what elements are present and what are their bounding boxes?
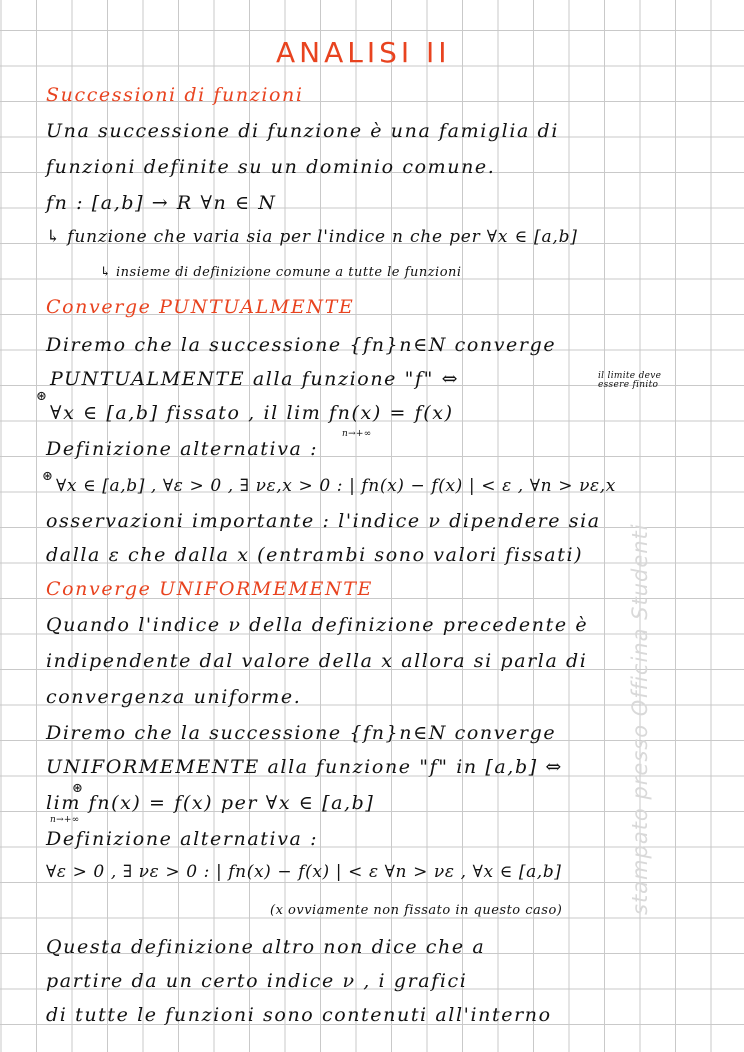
- text-line: funzioni definite su un dominio comune.: [46, 156, 496, 178]
- text-line: partire da un certo indice ν , i grafici: [46, 970, 468, 992]
- formula-line: lim fn(x) = f(x) per ∀x ∈ [a,b]: [46, 792, 375, 814]
- formula-line: ∀ε > 0 , ∃ νε > 0 : | fn(x) − f(x) | < ε ∀n > νε , ∀x ∈ [a,b]: [46, 862, 562, 882]
- text-line: dalla ε che dalla x (entrambi sono valori fissati): [46, 544, 584, 566]
- text-line: Una successione di funzione è una famiglia di: [46, 120, 559, 142]
- text-line: di tutte le funzioni sono contenuti all'interno: [46, 1004, 552, 1026]
- text-line: Diremo che la successione {fn}n∈N converge: [46, 722, 557, 744]
- formula-line: fn : [a,b] → R ∀n ∈ N: [46, 192, 277, 214]
- text-line: convergenza uniforme.: [46, 686, 302, 708]
- text-line: Quando l'indice ν della definizione precedente è: [46, 614, 589, 636]
- text-line: (x ovviamente non fissato in questo caso): [270, 903, 563, 918]
- text-line: Diremo che la successione {fn}n∈N converge: [46, 334, 557, 356]
- limit-subscript: n→+∞: [342, 429, 372, 439]
- page-title: ANALISI II: [276, 36, 451, 69]
- text-line: UNIFORMEMENTE alla funzione "f" in [a,b] ⇔: [46, 756, 563, 778]
- text-line: ↳ funzione che varia sia per l'indice n che per ∀x ∈ [a,b]: [46, 227, 578, 247]
- side-note: il limite deve essere finito: [598, 371, 662, 391]
- text-line: ↳ insieme di definizione comune a tutte le funzioni: [100, 265, 462, 280]
- section-heading: Converge UNIFORMEMENTE: [46, 578, 373, 600]
- marker-glyph: ⊛: [36, 389, 48, 404]
- section-heading: Converge PUNTUALMENTE: [46, 296, 355, 318]
- text-line: osservazioni importante : l'indice ν dipendere sia: [46, 510, 601, 532]
- formula-line: ∀x ∈ [a,b] , ∀ε > 0 , ∃ νε,x > 0 : | fn(x) − f(x) | < ε , ∀n > νε,x: [56, 476, 616, 496]
- marker-glyph: ⊛: [72, 781, 84, 796]
- section-heading: Successioni di funzioni: [46, 84, 304, 106]
- text-line: Questa definizione altro non dice che a: [46, 936, 486, 958]
- text-line: indipendente dal valore della x allora si parla di: [46, 650, 588, 672]
- watermark: stampato presso Officina Studenti: [628, 523, 652, 915]
- text-line: Definizione alternativa :: [46, 438, 319, 460]
- formula-line: ∀x ∈ [a,b] fissato , il lim fn(x) = f(x): [50, 402, 454, 424]
- marker-glyph: ⊛: [42, 469, 54, 484]
- text-line: PUNTUALMENTE alla funzione "f" ⇔: [50, 368, 460, 390]
- text-line: Definizione alternativa :: [46, 828, 319, 850]
- limit-subscript: n→+∞: [50, 815, 80, 825]
